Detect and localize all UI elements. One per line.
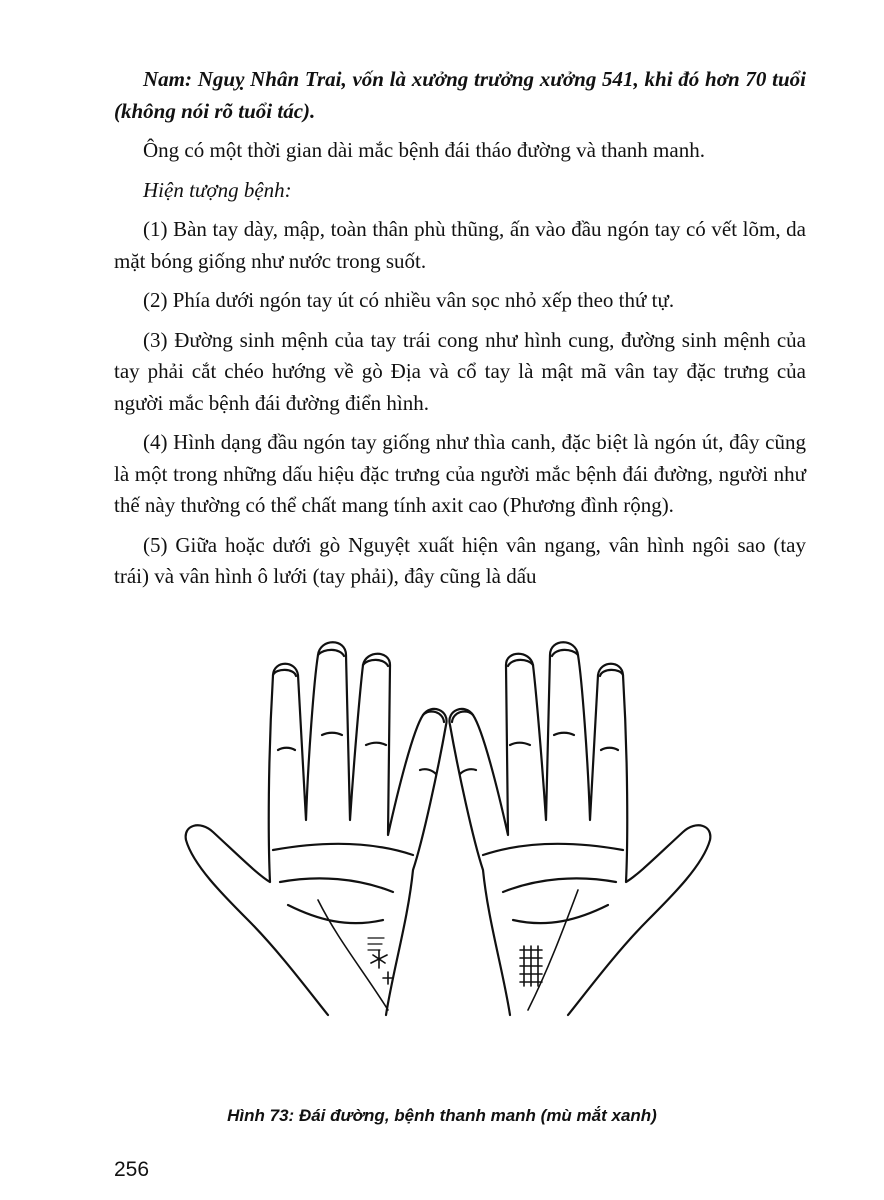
body-text xyxy=(114,64,806,601)
right-hand-drawing xyxy=(449,642,710,1015)
page-number: 256 xyxy=(114,1158,150,1181)
hands-illustration xyxy=(168,620,728,1060)
symptoms-label: Hiện tượng bệnh: xyxy=(143,177,292,202)
case-heading: Nam: Nguỵ Nhân Trai, vốn là xưởng trưởng xưởng 541, khi đó hơn 70 tuổi (không nói rõ tuổi tác). xyxy=(114,67,806,123)
symptom-item-3: (3) Đường sinh mệnh của tay trái cong như hình cung, đường sinh mệnh của tay phải cắt chéo hướng về gò Địa và cổ tay là mật mã vân tay đặc trưng của người mắc bệnh đái đường điển hình. xyxy=(114,327,806,415)
symptom-item-2: (2) Phía dưới ngón tay út có nhiều vân sọc nhỏ xếp theo thứ tự. xyxy=(143,288,675,312)
intro-paragraph: Ông có một thời gian dài mắc bệnh đái tháo đường và thanh manh. xyxy=(143,138,705,162)
symptom-item-4: (4) Hình dạng đầu ngón tay giống như thìa canh, đặc biệt là ngón út, đây cũng là một trong những dấu hiệu đặc trưng của người mắc bệnh đái đường, người như thế này thường có thể chất mang tính axit cao (Phương đình rộng). xyxy=(114,430,806,517)
symptom-item-1: (1) Bàn tay dày, mập, toàn thân phù thũng, ấn vào đầu ngón tay có vết lõm, da mặt bóng giống như nước trong suốt. xyxy=(114,217,806,273)
figure-caption: Hình 73: Đái đường, bệnh thanh manh (mù mắt xanh) xyxy=(227,1106,657,1125)
left-hand-drawing xyxy=(186,642,447,1015)
symptom-item-5: (5) Giữa hoặc dưới gò Nguyệt xuất hiện vân ngang, vân hình ngôi sao (tay trái) và vân hình ô lưới (tay phải), đây cũng là dấu xyxy=(114,532,806,588)
